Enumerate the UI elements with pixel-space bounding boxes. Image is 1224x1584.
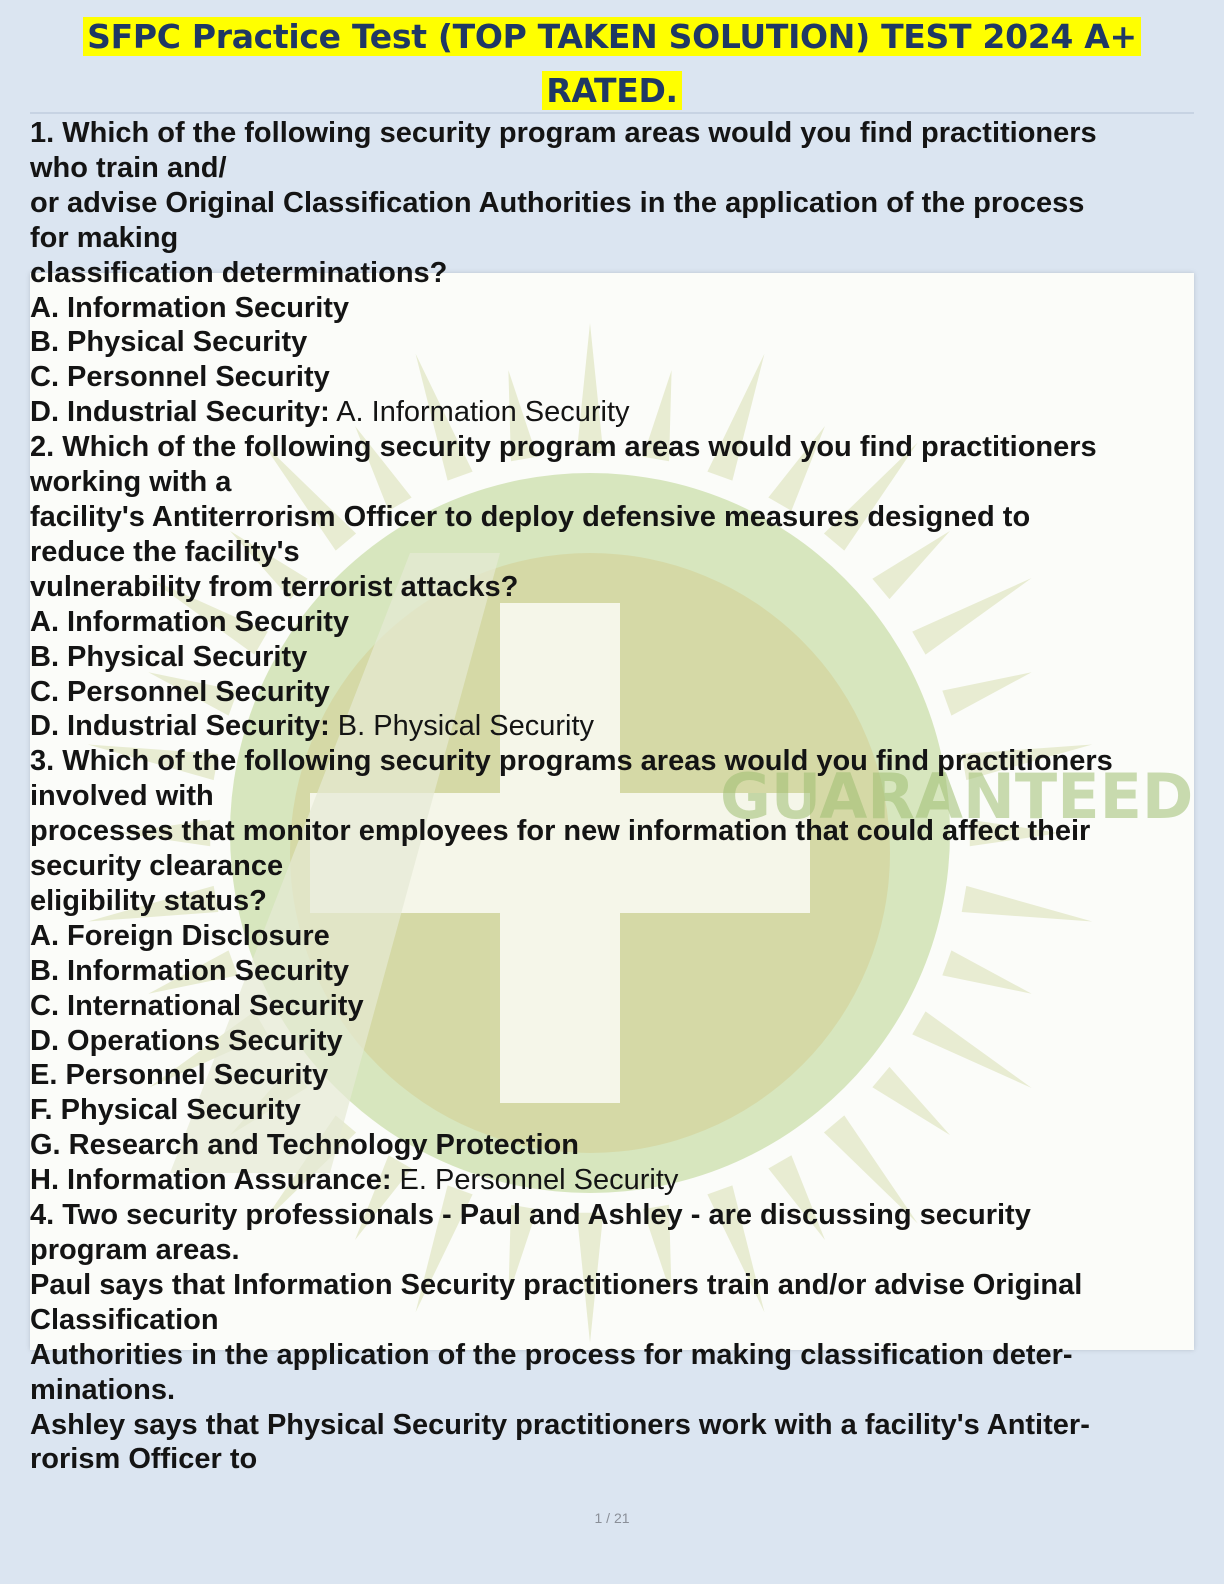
answer-option: B. Physical Security (30, 640, 308, 673)
answer-option: B. Information Security (30, 954, 350, 987)
correct-answer: A. Information Security (329, 396, 630, 429)
correct-answer: E. Personnel Security (391, 1164, 679, 1197)
question-text-line: Classification (30, 1303, 219, 1336)
document-title-text: SFPC Practice Test (TOP TAKEN SOLUTION) TEST 2024 A+ RATED. (83, 17, 1141, 110)
question-text-line: Ashley says that Physical Security practitioners work with a facility's Antiter- (30, 1408, 1090, 1441)
answer-option: D. Industrial Security: (30, 710, 330, 743)
question-text-line: reduce the facility's (30, 535, 300, 568)
question-text-line: involved with (30, 780, 214, 813)
answer-option: B. Physical Security (30, 326, 308, 359)
question-text-line: rorism Officer to (30, 1443, 258, 1476)
page-indicator: 1 / 21 (594, 1510, 630, 1526)
question-text-line: 3. Which of the following security programs areas would you find practitioners (30, 745, 1113, 778)
correct-answer: B. Physical Security (329, 710, 595, 743)
answer-option-with-solution (30, 395, 1200, 430)
question-text-line: vulnerability from terrorist attacks? (30, 570, 519, 603)
answer-option: C. Personnel Security (30, 361, 330, 394)
question-content (30, 116, 1200, 1477)
answer-option: D. Industrial Security: (30, 396, 330, 429)
question-text-line: 1. Which of the following security program areas would you find practitioners (30, 117, 1097, 149)
answer-option: F. Physical Security (30, 1094, 301, 1127)
question-text-line: security clearance (30, 850, 284, 883)
question-text-line: or advise Original Classification Authorities in the application of the process (30, 186, 1085, 219)
question-text-line: who train and/ (30, 151, 227, 184)
answer-option: A. Foreign Disclosure (30, 919, 330, 952)
question-text-line: processes that monitor employees for new information that could affect their (30, 815, 1091, 848)
question-text-line: Authorities in the application of the process for making classification deter- (30, 1338, 1073, 1371)
answer-option: H. Information Assurance: (30, 1164, 392, 1197)
answer-option: C. International Security (30, 989, 364, 1022)
question-text-line: facility's Antiterrorism Officer to deploy defensive measures designed to (30, 500, 1031, 533)
question-text-line: 2. Which of the following security program areas would you find practitioners (30, 431, 1097, 464)
answer-option: D. Operations Security (30, 1024, 343, 1057)
question-text-line: program areas. (30, 1234, 240, 1266)
question-text-line: 4. Two security professionals - Paul and Ashley - are discussing security (30, 1199, 1031, 1232)
answer-option-with-solution (30, 709, 1200, 744)
title-divider (30, 112, 1194, 114)
watermark-guaranteed-text: GUARANTEED (720, 760, 1194, 833)
answer-option: C. Personnel Security (30, 675, 330, 708)
question-text-line: working with a (30, 466, 232, 499)
answer-option: E. Personnel Security (30, 1059, 329, 1092)
question-text-line: minations. (30, 1373, 176, 1406)
question-text-line: for making (30, 221, 179, 254)
answer-option: A. Information Security (30, 291, 350, 324)
question-text-line: eligibility status? (30, 884, 267, 917)
answer-option-with-solution (30, 1163, 1200, 1198)
answer-option: A. Information Security (30, 605, 350, 638)
document-title (40, 10, 1184, 118)
question-text-line: classification determinations? (30, 256, 448, 289)
question-text-line: Paul says that Information Security practitioners train and/or advise Original (30, 1268, 1083, 1301)
answer-option: G. Research and Technology Protection (30, 1129, 579, 1162)
